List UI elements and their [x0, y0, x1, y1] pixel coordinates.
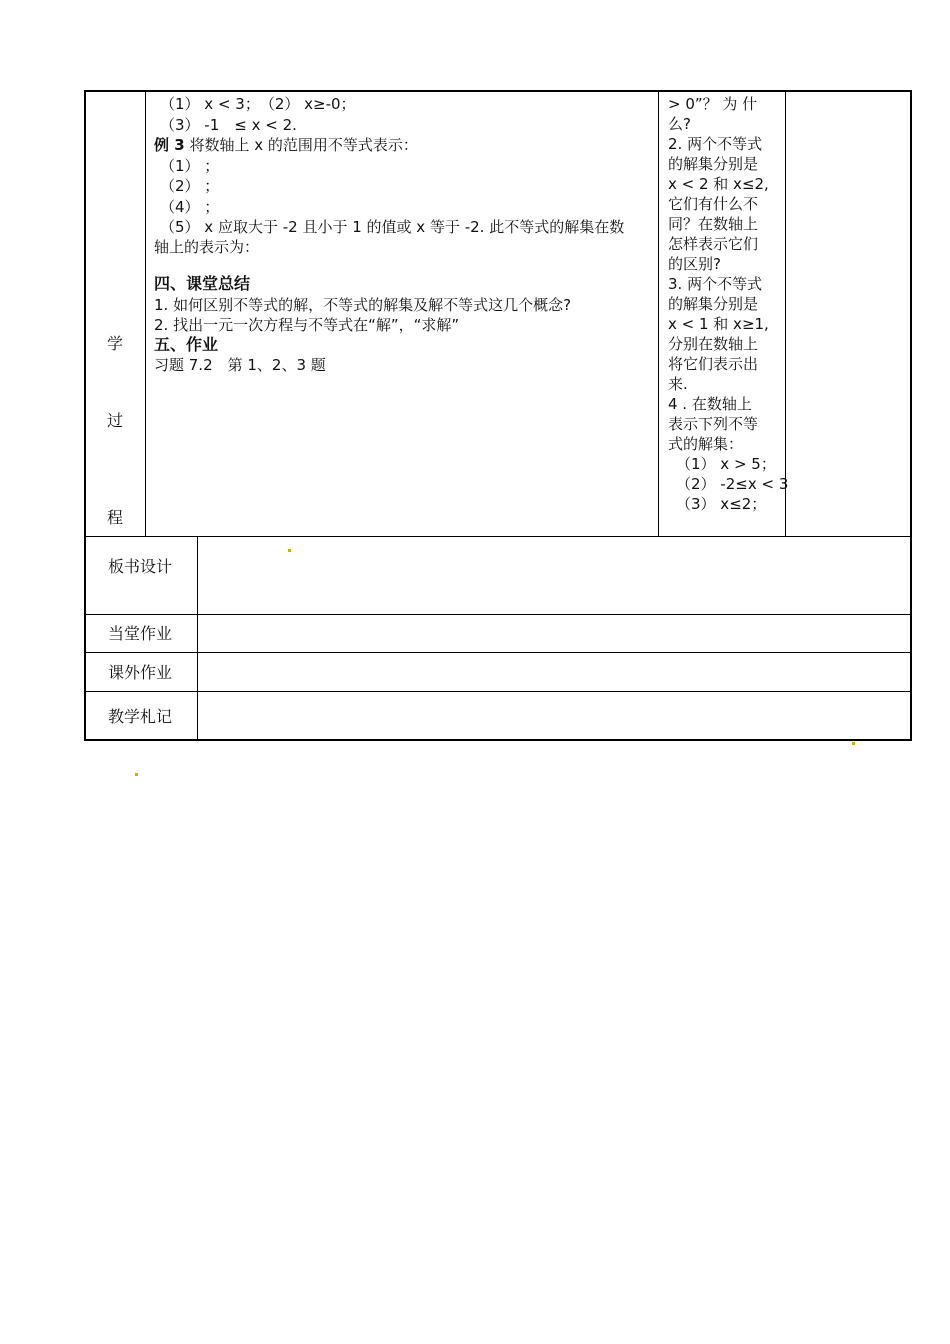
example-3-label: 例 3 [154, 136, 185, 154]
right-line: x < 1 和 x≥1, [668, 315, 769, 333]
scan-speck [852, 742, 855, 745]
right-line: 4 . 在数轴上 [668, 395, 752, 413]
right-line: （1） x > 5； [676, 455, 776, 473]
table-right-border [910, 90, 912, 741]
row-divider-1 [85, 536, 911, 537]
main-line-2: （3） -1 ≤ x < 2. [160, 116, 297, 134]
right-line: 的解集分别是 [668, 295, 759, 313]
right-line: 的解集分别是 [668, 155, 759, 173]
row-divider-2 [85, 614, 911, 615]
main-line-6: （4） ； [160, 198, 220, 216]
main-line-1: （1） x < 3； （2） x≥-0； [160, 95, 356, 113]
main-line-5: （2） ； [160, 177, 220, 195]
col-divider-lower [197, 537, 198, 740]
side-label-xue: 学 [107, 334, 124, 353]
example-3-line [154, 135, 418, 155]
right-line: 同？在数轴上 [668, 215, 759, 233]
right-line: 表示下列不等 [668, 415, 759, 433]
right-line: 式的解集： [668, 435, 744, 453]
example-3-text: 将数轴上 x 的范围用不等式表示： [184, 136, 418, 154]
right-line: 2. 两个不等式 [668, 135, 763, 153]
right-line: （2） -2≤x < 3 [676, 475, 789, 493]
main-line-8: 轴上的表示为： [154, 238, 260, 256]
side-label-cheng: 程 [107, 508, 124, 527]
section-4-heading: 四、课堂总结 [154, 274, 251, 293]
right-line: 来. [668, 375, 688, 393]
row-label-class-homework: 当堂作业 [108, 624, 173, 643]
side-label-guo: 过 [107, 411, 124, 430]
table-top-border [84, 90, 912, 92]
table-left-border [84, 90, 86, 741]
right-line: 它们有什么不 [668, 195, 759, 213]
scan-speck [288, 549, 291, 552]
homework-line: 习题 7.2 第 1、2、3 题 [154, 356, 326, 374]
right-line: x < 2 和 x≤2, [668, 175, 769, 193]
row-divider-3 [85, 652, 911, 653]
scan-speck [135, 773, 138, 776]
right-line: > 0”？ 为 什 [668, 95, 758, 113]
row-divider-4 [85, 691, 911, 692]
row-label-board-design: 板书设计 [108, 557, 173, 576]
right-line: 怎样表示它们 [668, 235, 759, 253]
right-line: （3） x≤2； [676, 495, 767, 513]
main-line-10: 2. 找出一元一次方程与不等式在“解”，“求解” [154, 316, 460, 334]
col-divider-2 [658, 91, 659, 537]
row-label-home-homework: 课外作业 [108, 663, 173, 682]
right-line: 将它们表示出 [668, 355, 759, 373]
table-bottom-border [84, 739, 912, 741]
right-column-text [668, 94, 788, 514]
right-line: 分别在数轴上 [668, 335, 759, 353]
section-5-heading: 五、作业 [154, 335, 219, 354]
row-label-teaching-notes: 教学札记 [108, 707, 173, 726]
right-line: 的区别? [668, 255, 721, 273]
col-divider-1 [145, 91, 146, 537]
main-line-9: 1. 如何区别不等式的解，不等式的解集及解不等式这几个概念? [154, 296, 572, 314]
main-line-4: （1） ； [160, 157, 220, 175]
right-line: 3. 两个不等式 [668, 275, 763, 293]
main-line-7: （5） x 应取大于 -2 且小于 1 的值或 x 等于 -2. 此不等式的解集在数 [160, 218, 625, 236]
right-line: 么? [668, 115, 691, 133]
